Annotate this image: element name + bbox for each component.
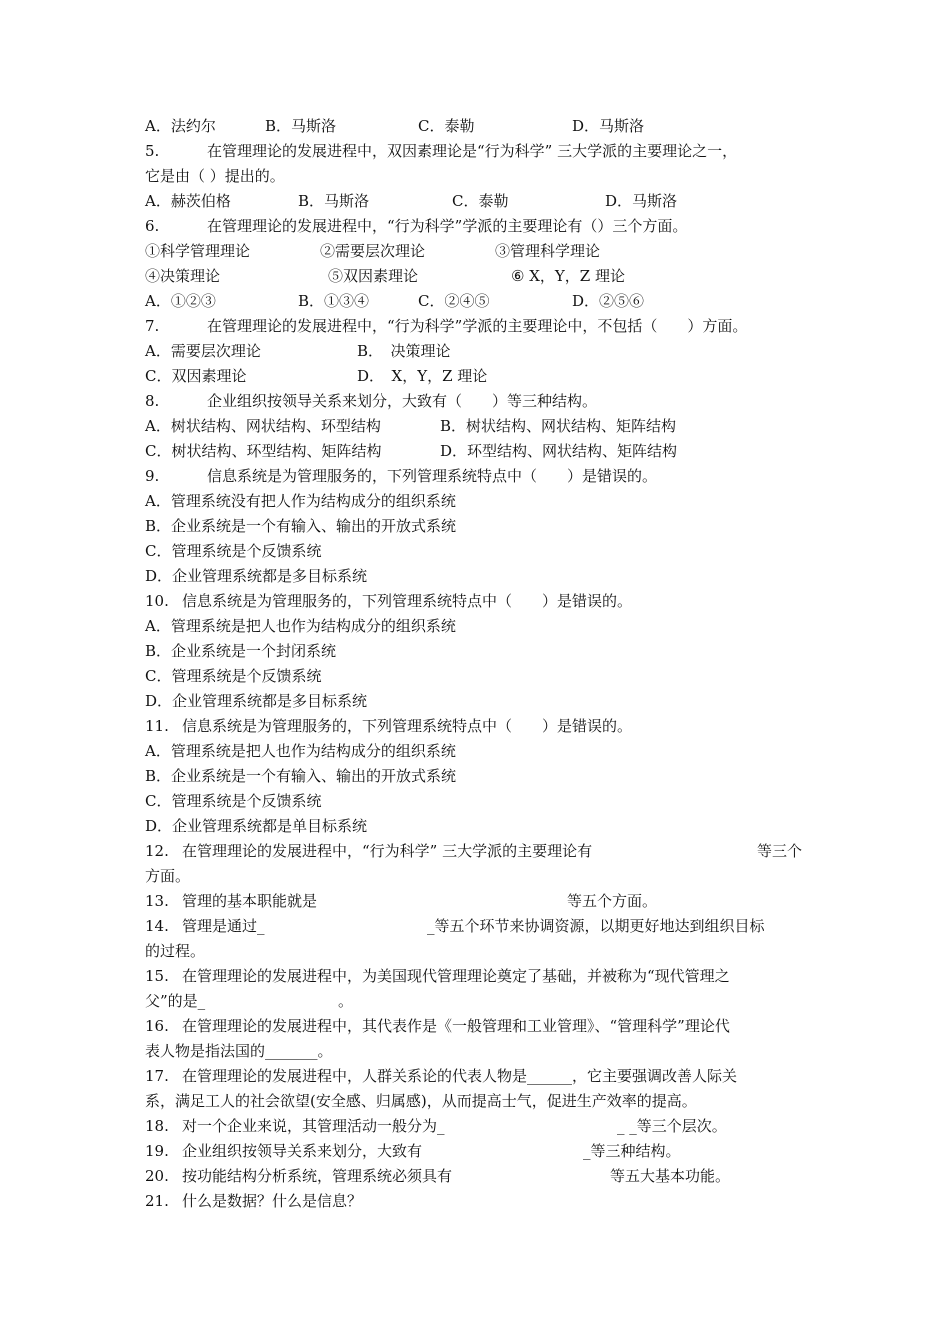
q5-option-c: C．泰勒 [452,192,509,210]
q11-number: 11. [145,717,169,735]
q6-option-b: B．①③④ [298,292,370,310]
q16-text: 在管理理论的发展进程中，其代表作是《一般管理和工业管理》、“管理科学”理论代 [182,1017,730,1035]
q5-option-a: A．赫茨伯格 [145,192,231,210]
q11-option-c: C．管理系统是个反馈系统 [145,792,322,810]
q9-stem [145,464,810,489]
q6-options [145,289,810,314]
q7-number: 7. [145,317,160,335]
q11-option-b: B．企业系统是一个有输入、输出的开放式系统 [145,767,457,785]
q8-options-1 [145,414,810,439]
q5-option-d: D．马斯洛 [605,192,678,210]
q14-stem [145,914,810,939]
q20-text: 按功能结构分析系统，管理系统必须具有 [182,1167,453,1185]
q15-number: 15. [145,967,169,985]
q19-tail: _等三种结构。 [583,1142,681,1160]
q12-tail: 等三个 [757,842,803,860]
q4-option-b: B．马斯洛 [265,117,337,135]
q9-option-d: D．企业管理系统都是多目标系统 [145,567,368,585]
q6-items-1 [145,239,810,264]
q8-options-2 [145,439,810,464]
q21-stem [145,1189,810,1214]
q19-number: 19. [145,1142,169,1160]
q18-text: 对一个企业来说，其管理活动一般分为_ [182,1117,445,1135]
q17-cont: 系，满足工人的社会欲望(安全感、归属感)，从而提高士气，促进生产效率的提高。 [145,1092,697,1110]
q8-option-c: C．树状结构、环型结构、矩阵结构 [145,442,382,460]
q7-option-c: C．双因素理论 [145,367,247,385]
q20-stem [145,1164,810,1189]
q5-options [145,189,810,214]
q14-number: 14. [145,917,169,935]
q10-stem [145,589,810,614]
q12-text: 在管理理论的发展进程中，“行为科学” 三大学派的主要理论有 [182,842,593,860]
q6-option-c: C．②④⑤ [418,292,490,310]
document-body [145,114,810,1214]
q9-number: 9. [145,467,160,485]
q13-stem [145,889,810,914]
q5-stem [145,139,810,164]
q17-number: 17. [145,1067,169,1085]
q17-stem [145,1064,810,1089]
q18-tail: _ _等三个层次。 [617,1117,727,1135]
q12-cont: 方面。 [145,867,191,885]
q10-option-d: D．企业管理系统都是多目标系统 [145,692,368,710]
q7-text: 在管理理论的发展进程中，“行为科学”学派的主要理论中，不包括（ ）方面。 [207,317,748,335]
q4-options [145,114,810,139]
q4-option-d: D．马斯洛 [572,117,645,135]
q10-option-c: C．管理系统是个反馈系统 [145,667,322,685]
q6-items-2 [145,264,810,289]
q6-item-2: ②需要层次理论 [320,242,426,260]
q21-text: 什么是数据？什么是信息？ [182,1192,363,1210]
q4-option-a: A．法约尔 [145,117,216,135]
q7-option-d: D． X，Y，Z 理论 [357,367,488,385]
q9-option-c: C．管理系统是个反馈系统 [145,542,322,560]
q13-tail: 等五个方面。 [567,892,658,910]
q7-option-a: A．需要层次理论 [145,342,261,360]
q11-stem [145,714,810,739]
q6-item-1: ①科学管理理论 [145,242,251,260]
q15-text: 在管理理论的发展进程中，为美国现代管理理论奠定了基础，并被称为“现代管理之 [182,967,730,985]
q6-number: 6. [145,217,160,235]
q5-text: 在管理理论的发展进程中，双因素理论是“行为科学” 三大学派的主要理论之一， [207,142,738,160]
q6-option-d: D．②⑤⑥ [572,292,645,310]
q4-option-c: C．泰勒 [418,117,475,135]
q15-cont-line [145,989,810,1014]
q14-text: 管理是通过_ [182,917,265,935]
q11-option-d: D．企业管理系统都是单目标系统 [145,817,368,835]
q18-stem [145,1114,810,1139]
q11-option-a: A．管理系统是把人也作为结构成分的组织系统 [145,742,456,760]
q20-tail: 等五大基本功能。 [610,1167,731,1185]
q6-item-4: ④决策理论 [145,267,221,285]
q13-text: 管理的基本职能就是 [182,892,318,910]
q21-number: 21. [145,1192,169,1210]
q7-option-b: B． 决策理论 [357,342,451,360]
q10-option-a: A．管理系统是把人也作为结构成分的组织系统 [145,617,456,635]
q8-text: 企业组织按领导关系来划分，大致有（ ）等三种结构。 [207,392,598,410]
q19-stem [145,1139,810,1164]
q14-cont: 的过程。 [145,942,206,960]
q16-number: 16. [145,1017,169,1035]
q10-text: 信息系统是为管理服务的，下列管理系统特点中（ ）是错误的。 [182,592,633,610]
q6-item-3: ③管理科学理论 [495,242,601,260]
q12-number: 12. [145,842,169,860]
q9-text: 信息系统是为管理服务的，下列管理系统特点中（ ）是错误的。 [207,467,658,485]
q12-stem [145,839,810,864]
q8-option-a: A．树状结构、网状结构、环型结构 [145,417,381,435]
q17-text: 在管理理论的发展进程中，人群关系论的代表人物是______，它主要强调改善人际关 [182,1067,738,1085]
q19-text: 企业组织按领导关系来划分，大致有 [182,1142,423,1160]
q16-stem [145,1014,810,1039]
q13-number: 13. [145,892,169,910]
q15-cont: 父”的是_ [145,992,206,1010]
q8-option-b: B．树状结构、网状结构、矩阵结构 [440,417,677,435]
q15-tail: 。 [338,992,354,1010]
q8-stem [145,389,810,414]
q7-options-1 [145,339,810,364]
q15-stem [145,964,810,989]
q10-number: 10. [145,592,169,610]
q7-options-2 [145,364,810,389]
q9-option-a: A．管理系统没有把人作为结构成分的组织系统 [145,492,456,510]
q7-stem [145,314,810,339]
q6-text: 在管理理论的发展进程中，“行为科学”学派的主要理论有（）三个方面。 [207,217,688,235]
q9-option-b: B．企业系统是一个有输入、输出的开放式系统 [145,517,457,535]
q6-item-5: ⑤双因素理论 [328,267,419,285]
q5-text-cont: 它是由（ ）提出的。 [145,167,285,185]
q20-number: 20. [145,1167,169,1185]
q16-cont: 表人物是指法国的_______。 [145,1042,333,1060]
q6-stem [145,214,810,239]
q11-text: 信息系统是为管理服务的，下列管理系统特点中（ ）是错误的。 [182,717,633,735]
q18-number: 18. [145,1117,169,1135]
q8-option-d: D．环型结构、网状结构、矩阵结构 [440,442,678,460]
q8-number: 8. [145,392,160,410]
q14-tail: _等五个环节来协调资源，以期更好地达到组织目标 [427,917,765,935]
q5-stem-cont [145,164,810,189]
q6-item-6: ⑥ X，Y，Z 理论 [511,267,625,285]
q6-option-a: A．①②③ [145,292,216,310]
q10-option-b: B．企业系统是一个封闭系统 [145,642,337,660]
q5-number: 5. [145,142,160,160]
q5-option-b: B．马斯洛 [298,192,370,210]
